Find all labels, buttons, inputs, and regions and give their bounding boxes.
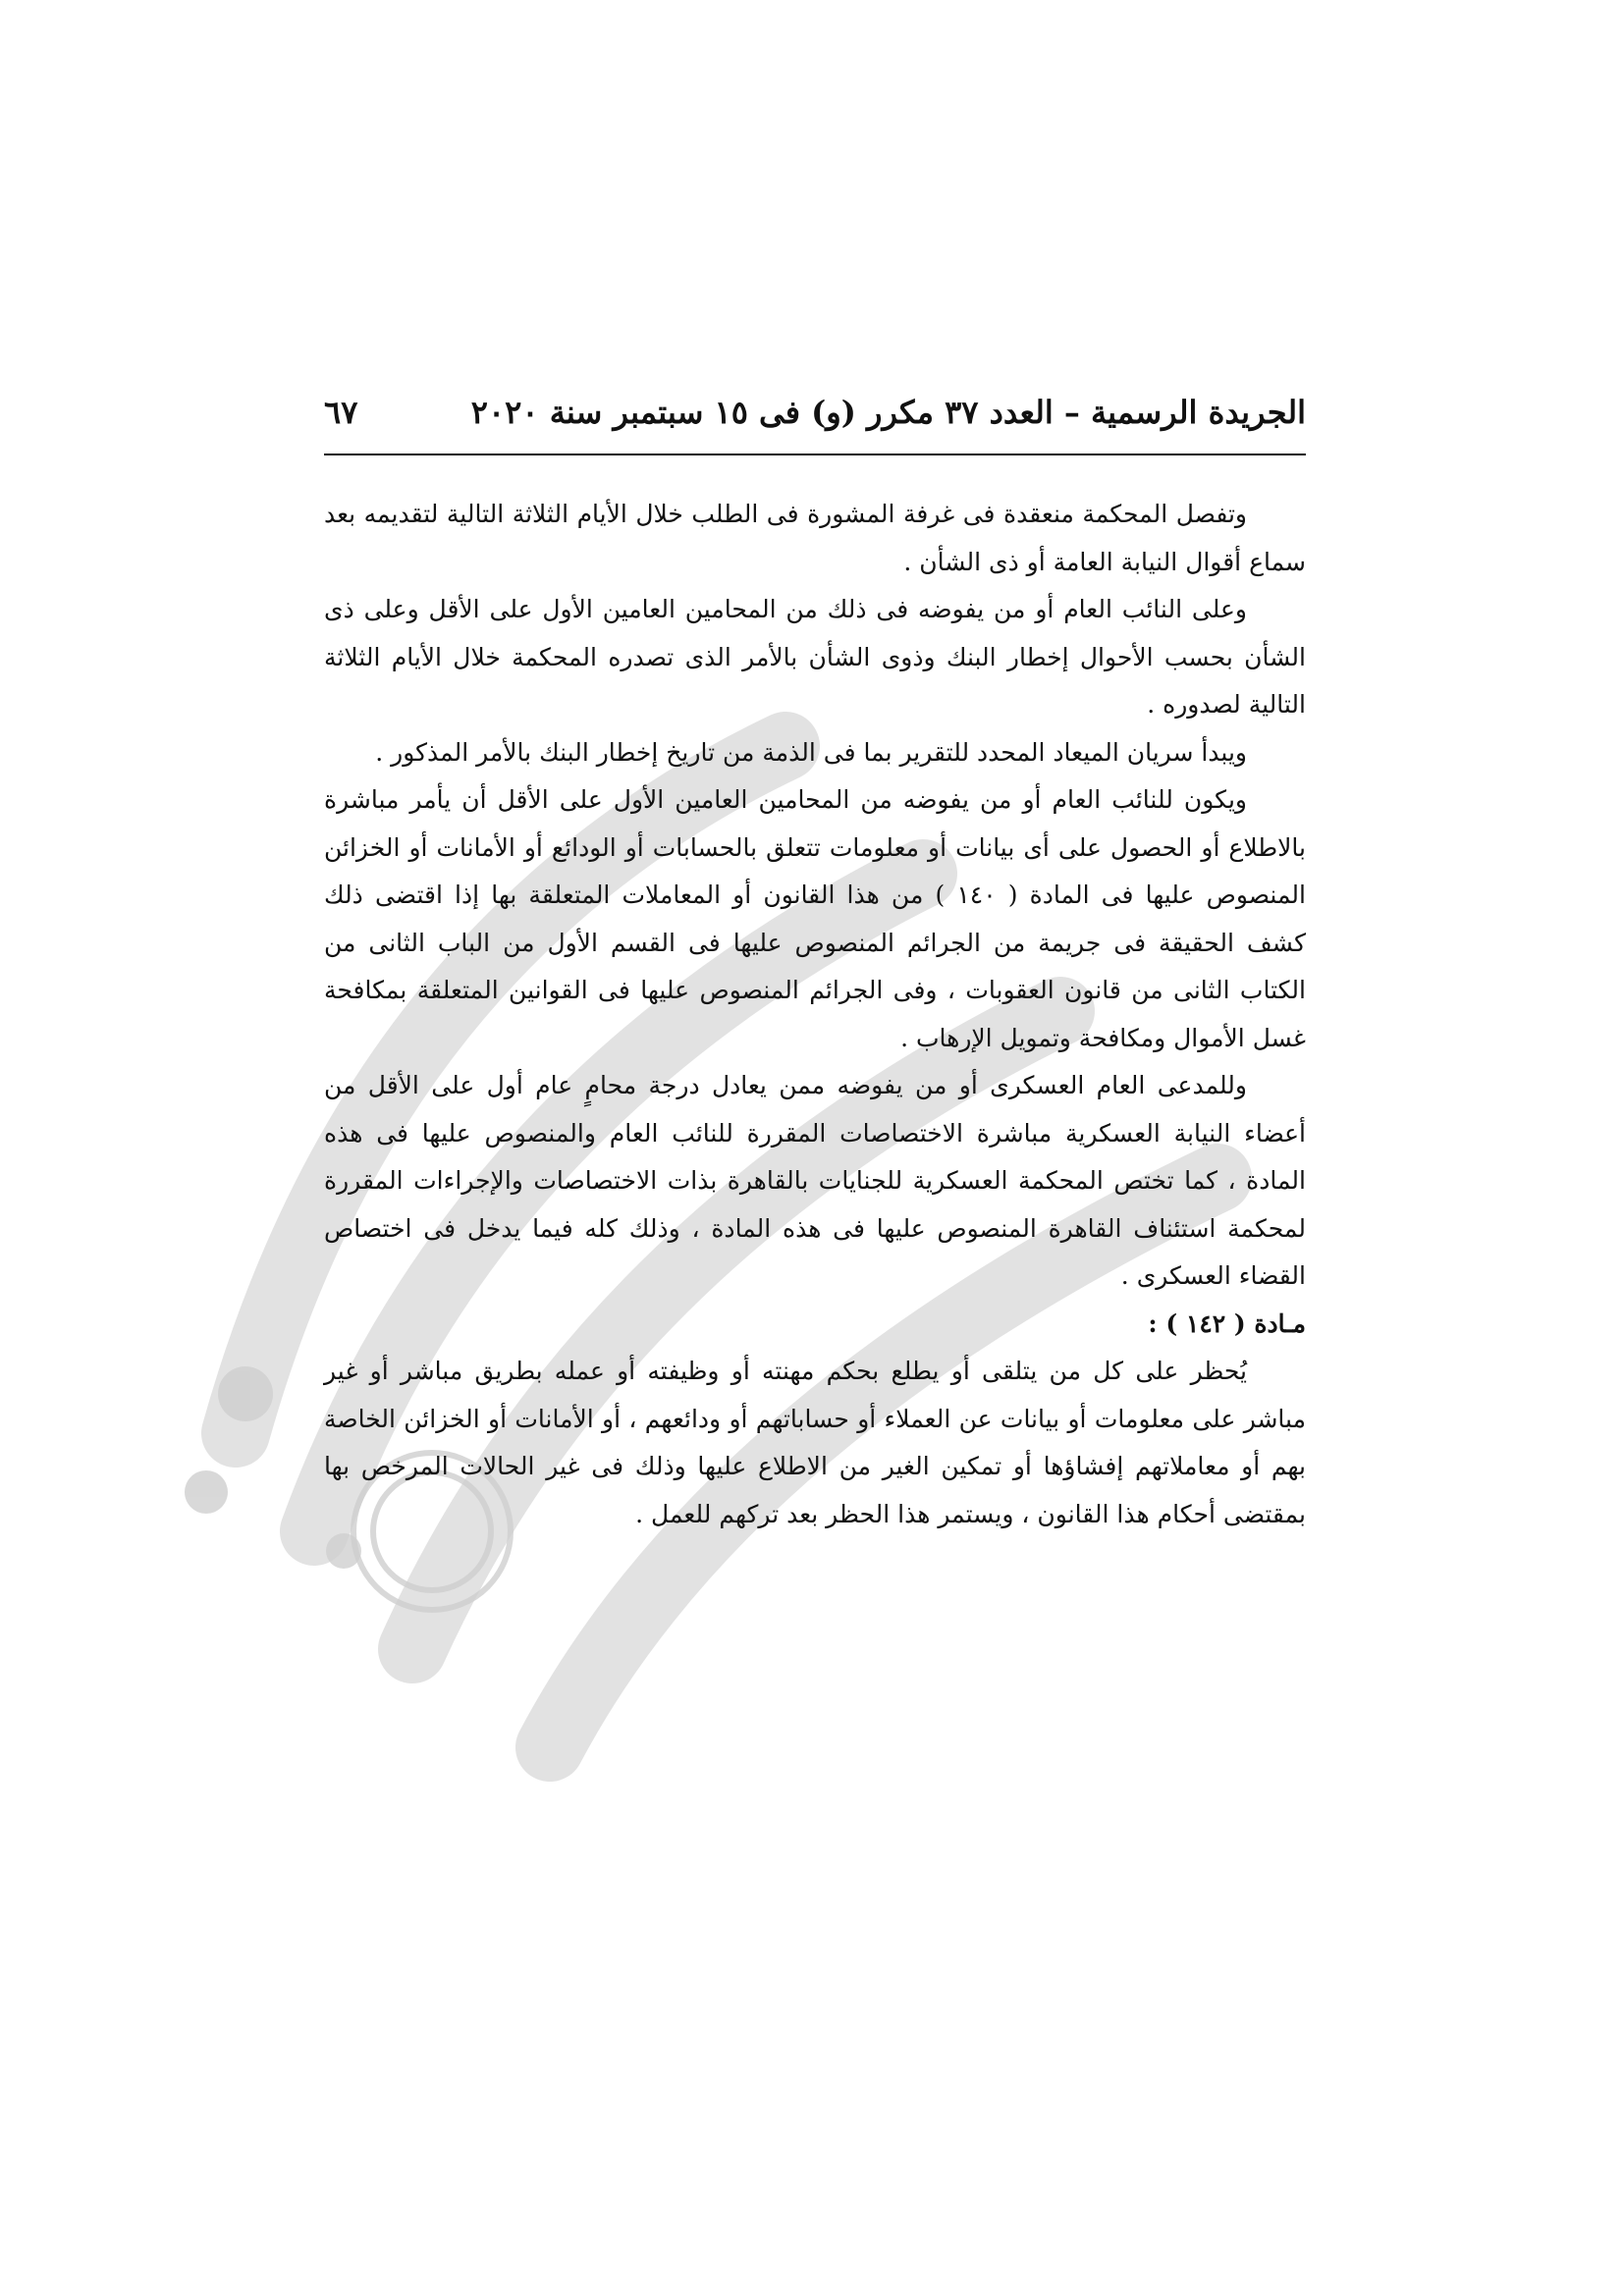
page-header xyxy=(324,388,1306,437)
article-paragraph: يُحظر على كل من يتلقى أو يطلع بحكم مهنته أو وظيفته أو عمله بطريق مباشر أو غير مباشر على معلومات أو بيانات عن العملاء أو حساباتهم أو ودائعهم ، أو الأمانات أو الخزائن الخاصة بهم أو معاملاتهم إفشاؤها أو تمكين الغير من الاطلاع عليها وذلك فى غير الحالات المرخص بها بمقتضى أحكام هذا القانون ، ويستمر هذا الحظر بعد تركهم للعمل . xyxy=(324,1357,1306,1528)
paragraph: ويكون للنائب العام أو من يفوضه من المحامين العامين الأول على الأقل أن يأمر مباشرة بالاطلاع أو الحصول على أى بيانات أو معلومات تتعلق بالحسابات أو الودائع أو الأمانات أو الخزائن المنصوص عليها فى المادة ( ١٤٠ ) من هذا القانون أو المعاملات المتعلقة بها إذا اقتضى ذلك كشف الحقيقة فى جريمة من الجرائم المنصوص عليها فى القسم الأول من الباب الثانى من الكتاب الثانى من قانون العقوبات ، وفى الجرائم المنصوص عليها فى القوانين المتعلقة بمكافحة غسل الأموال ومكافحة وتمويل الإرهاب . xyxy=(324,785,1306,1052)
article-heading: مـادة ( ١٤٢ ) : xyxy=(1148,1308,1306,1338)
paragraph: وتفصل المحكمة منعقدة فى غرفة المشورة فى الطلب خلال الأيام الثلاثة التالية لتقديمه بعد سماع أقوال النيابة العامة أو ذى الشأن . xyxy=(324,500,1306,576)
header-divider xyxy=(324,454,1306,455)
paragraph: وعلى النائب العام أو من يفوضه فى ذلك من المحامين العامين الأول على الأقل وعلى ذى الشأن بحسب الأحوال إخطار البنك وذوى الشأن بالأمر الذى تصدره المحكمة خلال الأيام الثلاثة التالية لصدوره . xyxy=(324,595,1306,719)
paragraph: وللمدعى العام العسكرى أو من يفوضه ممن يعادل درجة محامٍ عام أول على الأقل من أعضاء النيابة العسكرية مباشرة الاختصاصات المقررة للنائب العام والمنصوص عليها فى هذه المادة ، كما تختص المحكمة العسكرية للجنايات بالقاهرة بذات الاختصاصات والإجراءات المقررة لمحكمة استئناف القاهرة المنصوص عليها فى هذه المادة ، وذلك كله فيما يدخل فى اختصاص القضاء العسكرى . xyxy=(324,1071,1306,1290)
page-number: ٦٧ xyxy=(324,394,358,431)
document-body xyxy=(324,491,1306,1538)
header-title: الجريدة الرسمية – العدد ٣٧ مكرر (و) فى ١٥ سبتمبر سنة ٢٠٢٠ xyxy=(470,394,1306,431)
paragraph: ويبدأ سريان الميعاد المحدد للتقرير بما فى الذمة من تاريخ إخطار البنك بالأمر المذكور . xyxy=(375,737,1247,767)
